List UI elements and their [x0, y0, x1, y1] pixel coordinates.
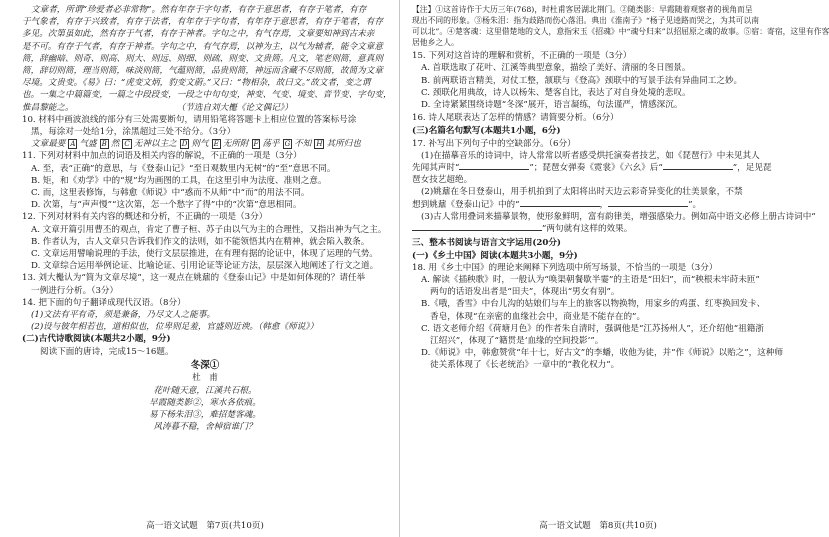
box-segment: 荡乎 [262, 139, 280, 150]
question-text: 11. 下列对材料中加点的词语及相关内容的解说，不正确的一项是（3分） [22, 151, 302, 162]
option-b[interactable]: B. 矩，和《劝学》中的“规”均为画图的工具，在这里引申为法度、准则之意。 [31, 175, 327, 186]
passage-line: 尽境。文贵变。《易》曰：“虎变文炳，豹变文蔚。”又曰：“物相杂，故曰文。”故文者，变之谓 [22, 78, 371, 89]
option-d[interactable]: D. 全诗紧紧围绕诗题“冬深”展开，语言凝练，句法谨严，情感深沉。 [421, 100, 683, 111]
question-text: (2)姚鼐在冬日登泰山，用手机拍到了太阳将出时天边云彩奇异变化的壮美景象，不禁 [421, 187, 743, 198]
answer-box[interactable]: H [316, 140, 323, 149]
poem-title: 冬深① [190, 359, 220, 371]
poem [22, 359, 388, 434]
option-a[interactable]: A. 解读《插秧歌》时，一般认为“唤渠朝餐歇半霎”的主语是“田妇”，而“秧根未牢莳未匝” [421, 274, 760, 285]
page-footer: 高一语文试题 第8页(共10页) [539, 520, 657, 531]
question-12 [22, 211, 388, 272]
answer-box[interactable]: B [101, 140, 107, 149]
poem-line: 易下杨朱泪③，难招楚客魂。 [149, 409, 261, 420]
option-a[interactable]: A. 至，表“正确”的意思，与《登泰山记》“至日观数里内无树”的“至”意思不同。 [31, 163, 336, 174]
box-segment: 不知 [294, 139, 312, 150]
fill-blank[interactable] [412, 230, 542, 231]
note-line: 现出不同的形象。③杨朱泪：指为歧路而伤心落泪。典出《淮南子》“杨子见逵路而哭之，为其可以南 [412, 16, 760, 26]
question-text: 18. 用《乡土中国》的理论来阐释下列选项中所写场景，不恰当的一项是（3分） [412, 262, 718, 273]
option-a[interactable]: A. 首联选取了花叶、江溪等典型意象，描绘了美好、清丽的冬日图景。 [421, 63, 691, 74]
poem-line: 风涛暮不稳，舍棹宿谁门？ [153, 422, 257, 433]
passage-line: 简，辞切则简，理当则简，味淡则简，气蕴则简，品贵则简，神远而含藏不尽则简，故简为文章 [22, 66, 383, 77]
left-page [22, 0, 392, 537]
section-intro: 阅读下面的唐诗，完成15～16题。 [40, 346, 174, 357]
fill-line: 先闻其声时“ ”；琵琶女弹奏《霓裳》《六幺》后“ ”，足见琵 [412, 163, 772, 174]
subsection-heading: (一)《乡土中国》阅读(本题共3小题，9分) [412, 250, 578, 261]
box-segment: 无所附 [222, 139, 249, 150]
question-text: 10. 材料中画波浪线的部分有三处需要断句，请用铅笔将答题卡上相应位置的答案标号涂 [22, 114, 357, 125]
passage-line: 多见。次第虽如此，然有存于气者，有存于神者。字句之中，有气存焉，文章要知神到古未亲 [22, 29, 375, 40]
passage-source: 惟昌黎能之。 （节选自刘大櫆《论文偶记》） [22, 102, 293, 113]
poem-line: 花叶随天意，江溪共石根。 [153, 385, 257, 396]
fill-line: 想到姚鼐《登泰山记》中的“ ， ”。 [412, 199, 702, 210]
option-c[interactable]: C. 语文老师介绍《荷塘月色》的作者朱自清时，强调他是“江苏扬州人”，还介绍他“祖籍浙 [421, 323, 764, 334]
box-segment: 则气 [191, 139, 209, 150]
option-d[interactable]: D. 文章综合运用举例论证、比喻论证、引用论证等论证方法，层层深入地阐述了行文之道。 [31, 261, 379, 272]
part-3 [412, 237, 784, 261]
page-footer: 高一语文试题 第7页(共10页) [146, 520, 264, 531]
option-b[interactable]: B. 前两联语言精美，对仗工整，颔联与《登高》颈联中的写景手法有异曲同工之妙。 [421, 75, 743, 86]
option-d[interactable]: D. 次第，与“声声慢”“这次第，怎一个愁字了得”中的“次第”意思相同。 [31, 200, 302, 211]
option-c[interactable]: C. 颈联化用典故，诗人以杨朱、楚客自比，表达了对自身处境的悲叹。 [421, 87, 691, 98]
question-text: 15. 下列对这首诗的理解和赏析，不正确的一项是（3分） [412, 51, 632, 62]
poem-notes [412, 4, 829, 48]
box-segment: 无神以主之 [133, 139, 177, 150]
option-c[interactable]: C. 文章运用譬喻说理的手法，使行文层层推进，在有理有据的论证中，体现了运理的气势。 [31, 249, 378, 260]
answer-box[interactable]: F [253, 140, 259, 149]
part-heading: 三、整本书阅读与语言文字运用(20分) [412, 238, 561, 249]
passage-line: 是不可。有存于气者，有存于神者。字句之中，有气存焉，以神为主，以气为辅者，能令文章意 [22, 41, 383, 52]
question-text: 琶女技艺超绝。 [412, 175, 473, 186]
question-text: 16. 诗人尾联表达了怎样的情感？请简要分析。（6分） [412, 113, 619, 124]
fill-blank[interactable] [663, 169, 733, 170]
question-text: 黑，每涂对一处给1分，涂黑超过三处不给分。（3分） [31, 127, 236, 138]
option-b[interactable]: B. 作者认为，古人文章只告诉我们作文的法则，如不能领悟其内在精神，就会陷入教条。 [31, 236, 370, 247]
question-text: 13. 刘大櫆认为“简为文章尽境”，这一观点在姚鼐的《登泰山记》中是如何体现的？请任举 [22, 273, 366, 284]
question-14 [22, 297, 388, 334]
question-text: 17. 补写出下列句子中的空缺部分。（6分） [412, 138, 576, 149]
answer-box[interactable]: C [124, 140, 130, 149]
note-line: 【注】①这首诗作于大历三年(768)，时杜甫客居湖北荆门。②随类影：早霞随着观察者的视角而呈 [412, 5, 753, 14]
translation-sentence-1: (1)文法有平有奇，须是兼备，乃尽文人之能事。 [31, 310, 216, 321]
question-15 [412, 50, 784, 111]
fill-blank[interactable] [520, 206, 600, 207]
option-d-cont: 徒关系体现了《长老统治》一章中的“教化权力”。 [430, 360, 620, 371]
passage-paragraph [22, 4, 392, 114]
poem-author: 杜 甫 [192, 373, 218, 384]
question-text: (1)在描摹音乐的诗词中，诗人常常以听者感受烘托演奏者技艺，如《琵琶行》中未见其人 [421, 150, 760, 161]
question-11 [22, 150, 388, 211]
box-segment: 文章最要 [31, 139, 66, 150]
option-b-cont: 香皂，体现“在亲密的血缘社会中，商业是不能存在的”。 [430, 311, 646, 322]
question-text: (3)古人常用叠词来描摹景物，使形象鲜明，富有韵律美，增强感染力。例如高中语文必修上册古诗词中“ [421, 211, 816, 222]
question-text: 12. 下列对材料有关内容的概述和分析，不正确的一项是（3分） [22, 212, 268, 223]
passage-line: 简，辞幽暗、则奇、则高、则大、则远、则细、则疏、则变、文贵简。凡文，笔老则简，意真则 [22, 53, 383, 64]
poetry-section [22, 333, 388, 433]
note-line: 居他乡之人。 [412, 38, 459, 48]
poem-line: 早霞随类影②，寒水各依痕。 [149, 397, 261, 408]
fill-blank[interactable] [608, 206, 688, 207]
question-10 [22, 114, 388, 151]
option-d[interactable]: D.《师说》中，韩愈赞赏“年十七，好古文”的李蟠，收他为徒，并“作《师说》以贻之”，这种师 [421, 348, 784, 359]
note-line: 可以北”。④楚客魂：这里借楚地的文人，意指宋玉《招魂》中“魂兮归来”以招屈原之魂的故事。⑤宿：寄宿，这里有作客 [412, 27, 829, 37]
question-18 [412, 262, 784, 372]
option-a[interactable]: A. 文章开篇引用曹丕的观点，肯定了曹子桓、苏子由以气为主的合理性，又指出神为气之主。 [31, 224, 387, 235]
answer-box[interactable]: D [181, 140, 188, 149]
section-heading: (三)名篇名句默写(本题共1小题，6分) [412, 126, 561, 137]
box-segment: 然 [110, 139, 120, 150]
passage-line: 文章者，所谓“珍爱者必非常物”。然有年存于字句者，有存于意思者，有存于笔者，有存 [31, 5, 367, 15]
answer-box[interactable]: E [213, 140, 219, 149]
answer-box[interactable]: G [284, 140, 291, 149]
box-segment: 气盛 [79, 139, 97, 150]
question-16 [412, 112, 784, 124]
option-c-cont: 江绍兴”，体现了“籍贯是‘血缘的空间投影’”。 [430, 335, 604, 346]
question-13 [22, 272, 388, 296]
option-b[interactable]: B.《哦，香雪》中台儿沟的姑娘们与车上的旅客以物换物，用家乡的鸡蛋、红枣换回发卡、 [421, 299, 766, 310]
passage-line: 也。一集之中篇篇变，一篇之中段段变，一段之中句句变，神变、气变、境变、音节变、字句变， [22, 90, 392, 101]
passage-line: 于气象者，有存于兴致者，有存于法者，有年存于字句者，有年存于意思者，有存于笔者，有存 [22, 17, 383, 28]
fill-blank[interactable] [459, 169, 529, 170]
option-a-cont: 两句的话语发出者是“田夫”，体现出“男女有别”。 [430, 287, 620, 298]
punctuation-box-row [22, 138, 388, 150]
question-text: 14. 把下面的句子翻译成现代汉语。（8分） [22, 297, 186, 308]
right-page [412, 0, 829, 537]
section-heading: (二)古代诗歌阅读(本题共2小题，9分) [22, 334, 171, 345]
recitation-section [412, 125, 816, 235]
option-c[interactable]: C. 而，这里表修饰，与韩愈《师说》中“惑而不从师”中“而”的用法不同。 [31, 188, 310, 199]
answer-box[interactable]: A [70, 140, 76, 149]
question-text: 一例进行分析。（3分） [31, 285, 119, 296]
fill-line: ”两句就有这样的效果。 [412, 223, 784, 235]
page-divider [399, 0, 400, 537]
box-segment: 其所归也 [326, 139, 361, 150]
translation-sentence-2: (2)设与彼年相若也，道相似也，位卑则足羞，官盛则近谀。（韩愈《师说》） [31, 322, 319, 333]
